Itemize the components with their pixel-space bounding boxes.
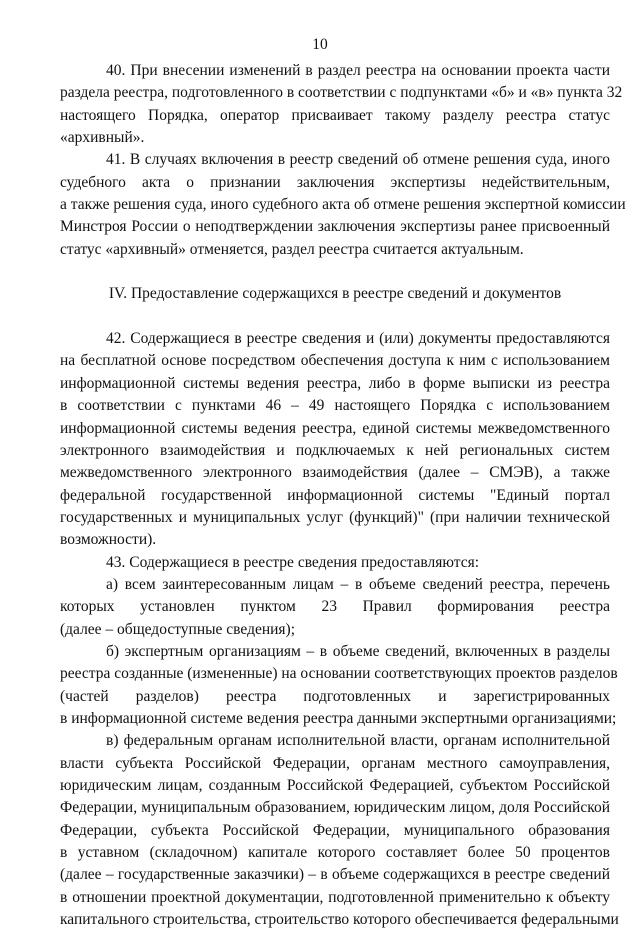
text-line: б) экспертным организациям – в объеме сведений, включенных в разделы [106, 642, 610, 660]
paragraph-43-v [60, 730, 619, 931]
text-line: Минстроя России о неподтверждении заключения экспертизы ранее присвоенный [60, 218, 610, 236]
text-line: (далее – общедоступные сведения); [60, 620, 296, 638]
text-line: 41. В случаях включения в реестр сведений об отмене решения суда, иного [106, 151, 610, 169]
paragraph-43 [60, 552, 610, 574]
section-heading: IV. Предоставление содержащихся в реестре сведений и документов [108, 285, 562, 303]
text-line: электронного взаимодействия и подключаемых к ней региональных систем [60, 441, 610, 459]
text-line: Федерации, субъекта Российской Федерации, муниципального образования [60, 821, 610, 839]
paragraph-40 [60, 60, 623, 149]
text-line: судебного акта о признании заключения экспертизы недействительным, [60, 173, 610, 191]
text-line: межведомственного электронного взаимодействия (далее – СМЭВ), а также [60, 464, 610, 482]
text-line: власти субъекта Российской Федерации, органам местного самоуправления, [60, 754, 610, 772]
text-line: Федерации, муниципальным образованием, юридическим лицом, доля Российской [60, 799, 610, 817]
text-line: которых установлен пунктом 23 Правил формирования реестра [60, 598, 610, 616]
spacer [60, 306, 610, 328]
text-line: информационной системы ведения реестра, либо в форме выписки из реестра [60, 374, 610, 392]
document-body [60, 60, 626, 931]
text-line: настоящего Порядка, оператор присваивает такому разделу реестра статус [60, 106, 610, 124]
text-line: (далее – государственные заказчики) – в объеме содержащихся в реестре сведений [60, 866, 610, 884]
text-line: в уставном (складочном) капитале которого составляет более 50 процентов [60, 844, 610, 862]
paragraph-42 [60, 328, 610, 551]
paragraph-41 [60, 149, 626, 261]
text-line: в отношении проектной документации, подготовленной применительно к объекту [60, 888, 610, 906]
text-line: в) федеральным органам исполнительной власти, органам исполнительной [106, 732, 610, 750]
text-line: 43. Содержащиеся в реестре сведения предоставляются: [106, 553, 480, 571]
text-line: в соответствии с пунктами 46 – 49 настоящего Порядка с использованием [60, 397, 610, 415]
text-line: возможности). [60, 531, 157, 549]
page-number: 10 [312, 36, 328, 53]
text-line: а) всем заинтересованным лицам – в объеме сведений реестра, перечень [106, 575, 610, 593]
text-line: информационной системы ведения реестра, единой системы межведомственного [60, 419, 610, 437]
text-line: а также решения суда, иного судебного акта об отмене решения экспертной комиссии [60, 196, 626, 214]
text-line: в информационной системе ведения реестра данными экспертными организациями; [60, 709, 617, 727]
text-line: статус «архивный» отменяется, раздел реестра считается актуальным. [60, 240, 524, 258]
text-line: на бесплатной основе посредством обеспечения доступа к ним с использованием [60, 352, 610, 370]
text-line: юридическим лицам, созданным Российской Федерацией, субъектом Российской [60, 777, 610, 794]
text-line: раздела реестра, подготовленного в соответствии с подпунктами «б» и «в» пункта 32 [60, 84, 623, 102]
text-line: государственных и муниципальных услуг (функций)" (при наличии технической [60, 508, 610, 526]
text-line: (частей разделов) реестра подготовленных и зарегистрированных [60, 687, 610, 705]
text-line: капитального строительства, строительство которого обеспечивается федеральными [60, 911, 619, 929]
text-line: 42. Содержащиеся в реестре сведения и (или) документы предоставляются [106, 330, 610, 348]
text-line: «архивный». [60, 129, 145, 147]
paragraph-43-b [60, 641, 618, 730]
text-line: реестра созданные (измененные) на основании соответствующих проектов разделов [60, 665, 618, 683]
text-line: 40. При внесении изменений в раздел реестра на основании проекта части [106, 62, 610, 79]
text-line: федеральной государственной информационной системы "Единый портал [60, 486, 610, 504]
paragraph-43-a [60, 574, 610, 641]
spacer [60, 261, 610, 283]
